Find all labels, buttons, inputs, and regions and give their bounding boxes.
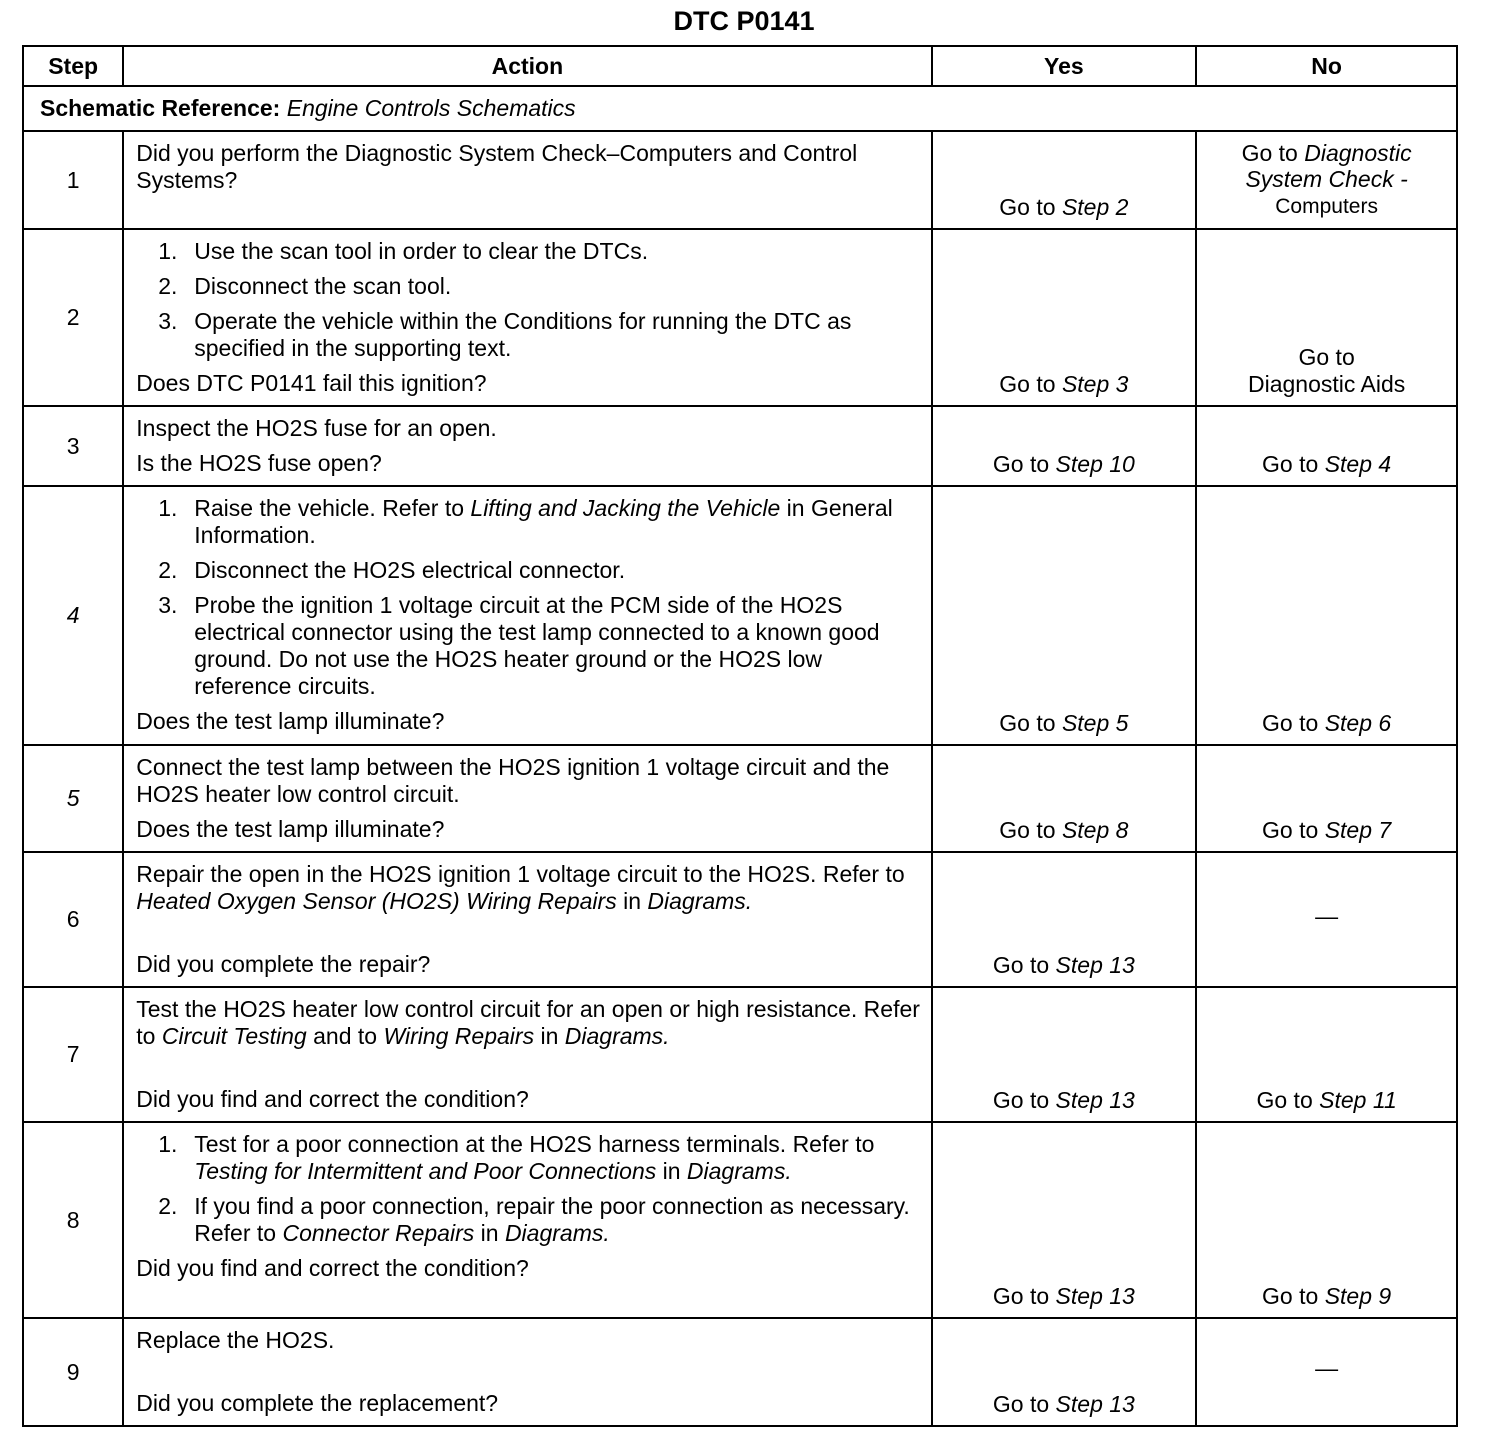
table-row — [23, 987, 1457, 1122]
step-number: 2 — [23, 229, 123, 406]
action-list — [136, 1131, 920, 1247]
question-text: Does DTC P0141 fail this ignition? — [136, 370, 487, 396]
yes-cell[interactable] — [932, 406, 1197, 486]
goto-label: Go to — [1262, 1283, 1319, 1309]
action-text: Repair the open in the HO2S ignition 1 voltage circuit to the HO2S. Refer to Heated Oxygen Sensor (HO2S) Wiring Repairs in Diagrams. — [136, 861, 905, 914]
goto-label: Go to — [1262, 451, 1319, 477]
diagnostic-link[interactable]: Diagnostic — [1304, 140, 1412, 166]
question-text: Does the test lamp illuminate? — [136, 708, 445, 734]
step-number: 4 — [23, 486, 123, 745]
reference-link[interactable]: Lifting and Jacking the Vehicle — [470, 495, 781, 521]
list-item: 2. Disconnect the scan tool. — [158, 273, 452, 299]
no-cell[interactable] — [1196, 486, 1457, 745]
reference-link[interactable]: Diagrams. — [504, 1220, 610, 1246]
reference-link[interactable]: Diagrams. — [647, 888, 753, 914]
step-link[interactable]: Step 4 — [1324, 451, 1392, 477]
table-row — [23, 745, 1457, 852]
step-link[interactable]: Step 10 — [1055, 451, 1135, 477]
action-cell — [123, 1318, 931, 1426]
step-link[interactable]: Step 13 — [1055, 1391, 1135, 1417]
action-cell — [123, 745, 931, 852]
step-link[interactable]: Step 5 — [1061, 710, 1129, 736]
action-cell — [123, 1122, 931, 1318]
step-link[interactable]: Step 9 — [1324, 1283, 1392, 1309]
yes-cell[interactable] — [932, 745, 1197, 852]
schematic-reference — [23, 86, 1457, 131]
list-item: 2. If you find a poor connection, repair the poor connection as necessary. Refer to Connector Repairs in Diagrams. — [158, 1193, 910, 1246]
header-yes: Yes — [932, 46, 1197, 86]
goto-label: Go to — [1262, 710, 1319, 736]
step-link[interactable]: Step 6 — [1324, 710, 1392, 736]
goto-label: Go to — [999, 710, 1056, 736]
reference-link[interactable]: Testing for Intermittent and Poor Connections — [194, 1158, 657, 1184]
diagnostic-table — [22, 45, 1458, 1427]
no-cell[interactable] — [1196, 406, 1457, 486]
yes-cell[interactable] — [932, 852, 1197, 987]
page-title: DTC P0141 — [673, 6, 815, 36]
action-cell — [123, 852, 931, 987]
table-row — [23, 229, 1457, 406]
schematic-row — [23, 86, 1457, 131]
goto-label: Go to — [1241, 140, 1298, 166]
action-text: Replace the HO2S. — [136, 1327, 335, 1353]
computers-text: Computers — [1275, 195, 1378, 218]
question-text: Did you complete the replacement? — [136, 1390, 499, 1416]
reference-link[interactable]: Circuit Testing — [161, 1023, 307, 1049]
goto-label: Go to — [999, 194, 1056, 220]
table-row — [23, 852, 1457, 987]
yes-cell[interactable] — [932, 1122, 1197, 1318]
question-text: Did you find and correct the condition? — [136, 1086, 529, 1112]
list-item: 1. Raise the vehicle. Refer to Lifting and Jacking the Vehicle in General Information. — [158, 495, 893, 548]
header-action: Action — [123, 46, 931, 86]
reference-link[interactable]: Diagrams. — [564, 1023, 670, 1049]
yes-cell[interactable] — [932, 131, 1197, 229]
action-cell — [123, 987, 931, 1122]
step-link[interactable]: Step 13 — [1055, 1087, 1135, 1113]
step-link[interactable]: Step 7 — [1324, 817, 1392, 843]
action-cell — [123, 406, 931, 486]
goto-label: Go to — [999, 817, 1056, 843]
action-list — [136, 495, 920, 700]
no-cell[interactable] — [1196, 229, 1457, 406]
reference-link[interactable]: Connector Repairs — [282, 1220, 475, 1246]
no-cell[interactable] — [1196, 1122, 1457, 1318]
no-cell: — — [1196, 1318, 1457, 1426]
goto-label: Go to — [992, 1391, 1050, 1417]
action-text: Connect the test lamp between the HO2S ignition 1 voltage circuit and the HO2S heater low control circuit. — [136, 754, 890, 807]
action-text: Did you perform the Diagnostic System Check–Computers and Control Systems? — [136, 140, 858, 193]
schematic-label: Schematic Reference: — [40, 95, 281, 121]
list-item: 1. Test for a poor connection at the HO2S harness terminals. Refer to Testing for Intermittent and Poor Connections in Diagrams. — [158, 1131, 875, 1184]
list-item: 1. Use the scan tool in order to clear the DTCs. — [158, 238, 649, 264]
action-text: Test the HO2S heater low control circuit for an open or high resistance. Refer to Circuit Testing and to Wiring Repairs in Diagrams. — [136, 996, 920, 1049]
table-row — [23, 406, 1457, 486]
step-number: 7 — [23, 987, 123, 1122]
step-link[interactable]: Step 13 — [1055, 952, 1135, 978]
goto-label: Go to — [992, 1087, 1050, 1113]
step-number: 5 — [23, 745, 123, 852]
goto-label: Go to — [992, 952, 1050, 978]
question-text: Is the HO2S fuse open? — [136, 450, 382, 476]
goto-label: Go to — [1298, 344, 1355, 370]
step-link[interactable]: Step 8 — [1061, 817, 1129, 843]
yes-cell[interactable] — [932, 1318, 1197, 1426]
yes-cell[interactable] — [932, 229, 1197, 406]
schematic-link[interactable]: Engine Controls Schematics — [286, 95, 576, 121]
yes-cell[interactable] — [932, 987, 1197, 1122]
reference-link[interactable]: Diagrams. — [686, 1158, 792, 1184]
list-item: 3. Probe the ignition 1 voltage circuit at the PCM side of the HO2S electrical connector using the test lamp connected to a known good ground. Do not use the HO2S heater ground or the HO2S low reference circuits. — [158, 592, 880, 699]
no-cell[interactable] — [1196, 131, 1457, 229]
goto-label: Go to — [1256, 1087, 1313, 1113]
goto-label: Go to — [992, 451, 1050, 477]
step-number: 9 — [23, 1318, 123, 1426]
no-cell[interactable] — [1196, 987, 1457, 1122]
table-row — [23, 1318, 1457, 1426]
table-row — [23, 486, 1457, 745]
step-link[interactable]: Step 2 — [1061, 194, 1129, 220]
action-list — [136, 238, 920, 362]
header-step: Step — [23, 46, 123, 86]
step-link[interactable]: Step 11 — [1319, 1087, 1397, 1113]
list-item: 2. Disconnect the HO2S electrical connector. — [158, 557, 626, 583]
table-row — [23, 1122, 1457, 1318]
no-cell[interactable] — [1196, 745, 1457, 852]
header-no: No — [1196, 46, 1457, 86]
no-cell: — — [1196, 852, 1457, 987]
reference-link[interactable]: Wiring Repairs — [383, 1023, 535, 1049]
step-link[interactable]: Step 3 — [1061, 371, 1129, 397]
step-number: 3 — [23, 406, 123, 486]
question-text: Did you find and correct the condition? — [136, 1255, 529, 1281]
goto-label: Go to — [1262, 817, 1319, 843]
step-number: 1 — [23, 131, 123, 229]
action-cell — [123, 131, 931, 229]
action-cell — [123, 486, 931, 745]
diagnostic-link[interactable]: System Check - — [1245, 166, 1408, 192]
step-link[interactable]: Step 13 — [1055, 1283, 1135, 1309]
diagnostic-aids-link[interactable]: Diagnostic Aids — [1248, 371, 1406, 397]
table-row — [23, 131, 1457, 229]
list-item: 3. Operate the vehicle within the Conditions for running the DTC as specified in the supporting text. — [158, 308, 852, 361]
question-text: Does the test lamp illuminate? — [136, 816, 445, 842]
action-text: Inspect the HO2S fuse for an open. — [136, 415, 497, 441]
goto-label: Go to — [992, 1283, 1050, 1309]
action-cell — [123, 229, 931, 406]
reference-link[interactable]: Heated Oxygen Sensor (HO2S) Wiring Repairs — [136, 888, 617, 914]
step-number: 6 — [23, 852, 123, 987]
goto-label: Go to — [999, 371, 1056, 397]
step-number: 8 — [23, 1122, 123, 1318]
question-text: Did you complete the repair? — [136, 951, 431, 977]
yes-cell[interactable] — [932, 486, 1197, 745]
header-row — [23, 46, 1457, 86]
